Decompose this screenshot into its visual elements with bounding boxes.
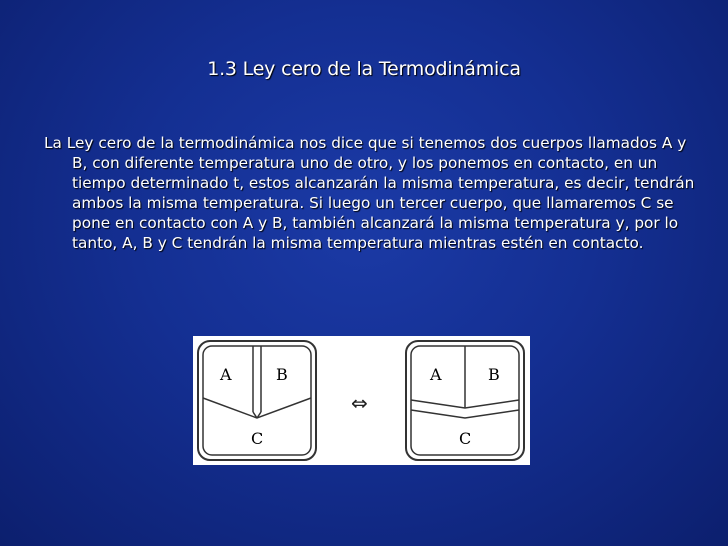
left-system <box>198 341 316 460</box>
zeroth-law-diagram <box>193 336 530 465</box>
right-label-b: B <box>488 365 500 384</box>
slide-title: 1.3 Ley cero de la Termodinámica <box>207 58 521 80</box>
left-wall-c <box>203 398 311 418</box>
right-label-c: C <box>459 429 472 448</box>
equivalence-icon: ⇔ <box>351 391 368 415</box>
right-system <box>406 341 524 460</box>
right-label-a: A <box>430 365 442 384</box>
left-label-b: B <box>276 365 288 384</box>
left-label-a: A <box>220 365 232 384</box>
left-label-c: C <box>251 429 264 448</box>
slide-body-text: La Ley cero de la termodinámica nos dice que si tenemos dos cuerpos llamados A y B, con diferente temperatura uno de otro, y los ponemos en contacto, en un tiempo determinado t, estos alcanzarán la misma temperatura, es decir, tendrán ambos la misma temperatura. Si luego un tercer cuerpo, que llamaremos C se pone en contacto con A y B, también alcanzará la misma temperatura y, por lo tanto, A, B y C tendrán la misma temperatura mientras estén en contacto. <box>44 134 695 252</box>
